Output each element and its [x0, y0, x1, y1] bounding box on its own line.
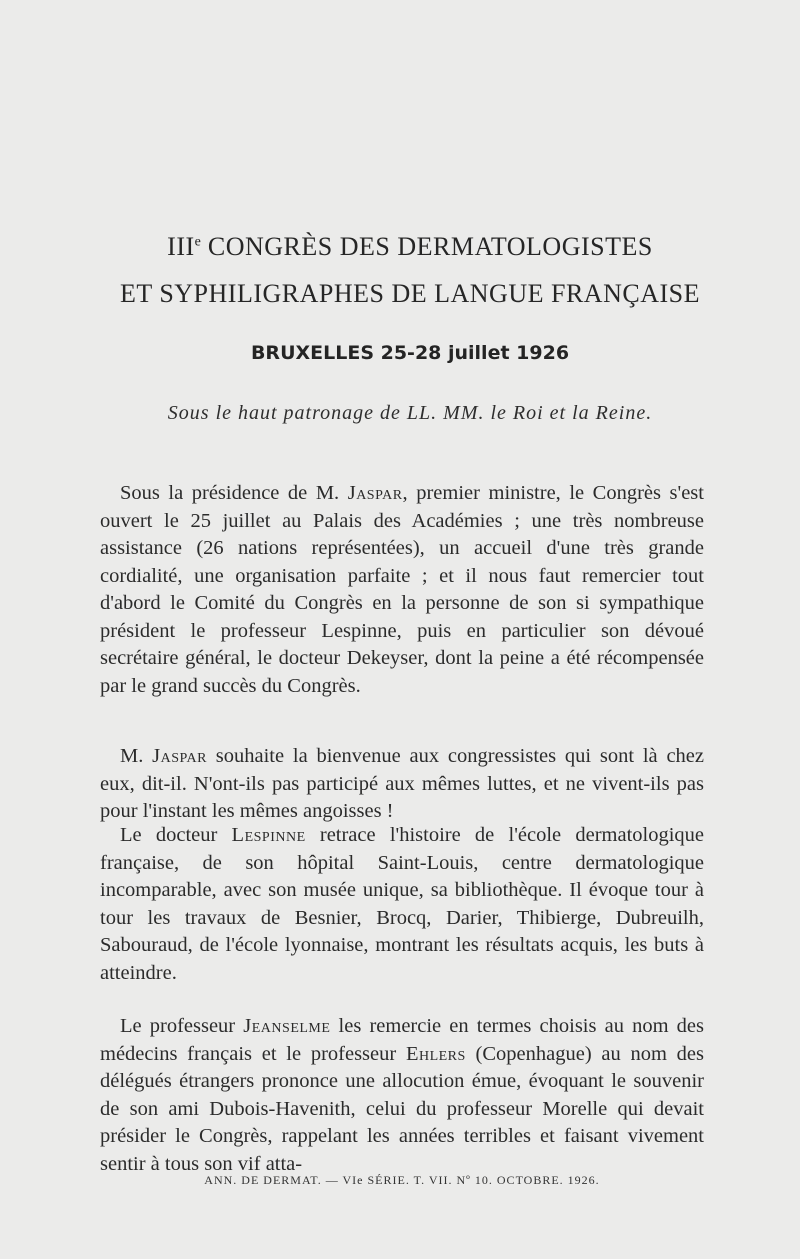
paragraph-4-text-b: les remercie en termes choisis au nom des médecins français et le professeur [100, 1015, 704, 1065]
paragraph-3-text-b: retrace l'histoire de l'école dermatologique française, de son hôpital Saint-Louis, centre dermatologique incomparable, avec son musée unique, sa bibliothèque. Il évoque tour à tour les travaux de Besnier, Brocq, Darier, Thibierge, Dubreuilh, Sabouraud, de l'école lyonnaise, montrant les résultats acquis, les buts à atteindre. [100, 824, 705, 984]
paragraph-4-text-a: Le professeur [120, 1015, 244, 1037]
paragraph-4 [100, 1013, 704, 1178]
person-name: Lespinne [231, 824, 306, 846]
paragraph-2 [100, 743, 704, 826]
person-name: Jeanselme [243, 1015, 331, 1037]
journal-footer: ANN. DE DERMAT. — VIe SÉRIE. T. VII. Nº 10. OCTOBRE. 1926. [204, 1173, 600, 1187]
paragraph-2-text-a: M. [120, 745, 153, 767]
paragraph-1-text-b: , premier ministre, le Congrès s'est ouvert le 25 juillet au Palais des Académies ; une très nombreuse assistance (26 nations représentées), un accueil d'une très grande cordialité, une organisation parfaite ; et il nous faut remercier tout d'abord le Comité du Congrès en la personne de son si sympathique président le professeur Lespinne, puis en particulier son dévoué secrétaire général, le docteur Dekeyser, dont la peine a été récompensée par le grand succès du Congrès. [100, 482, 704, 697]
location-date-subtitle: BRUXELLES 25-28 juillet 1926 [250, 342, 570, 364]
person-name: Jaspar [152, 745, 207, 767]
paragraph-3 [100, 822, 704, 987]
paragraph-3-text-a: Le docteur [120, 824, 232, 846]
congress-title-line-2: ET SYPHILIGRAPHES DE LANGUE FRANÇAISE [120, 279, 700, 308]
patronage-line: Sous le haut patronage de LL. MM. le Roi et la Reine. [167, 402, 653, 424]
person-name: Ehlers [405, 1042, 466, 1065]
congress-title-line-1 [60, 232, 760, 262]
title-line-1-text: CONGRÈS DES DERMATOLOGISTES [200, 232, 653, 261]
title-numeral: III [167, 232, 195, 261]
paragraph-2-text-b: souhaite la bienvenue aux congressistes qui sont là chez eux, dit-il. N'ont-ils pas participé aux mêmes luttes, et ne vivent-ils pas pour l'instant les mêmes angoisses ! [100, 745, 704, 822]
title-superscript: e [194, 234, 201, 250]
paragraph-1-text-a: Sous la présidence de M. [120, 482, 348, 504]
paragraph-4-text-c: (Copenhague) au nom des délégués étrangers prononce une allocution émue, évoquant le souvenir de son ami Dubois-Havenith, celui du professeur Morelle qui devait présider le Congrès, rappelant les années terribles et faisant vivement sentir à tous son vif atta- [100, 1042, 704, 1175]
paragraph-1 [100, 480, 704, 700]
person-name: Jaspar [347, 482, 403, 504]
